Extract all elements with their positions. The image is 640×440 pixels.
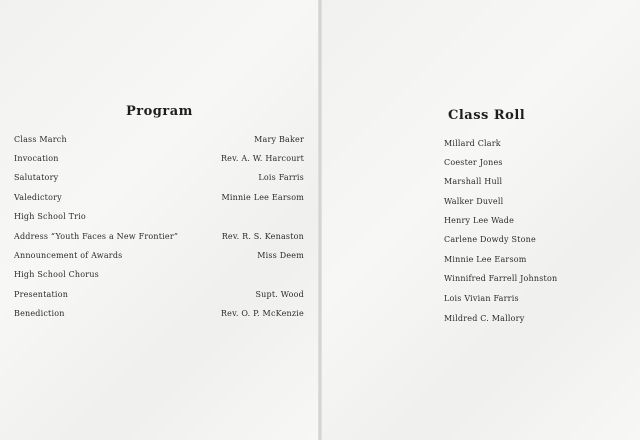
class-roll-name: Marshall Hull [444, 177, 503, 186]
program-person: Supt. Wood [255, 290, 304, 299]
class-roll-title: Class Roll [448, 108, 526, 123]
program-row [14, 251, 304, 265]
program-row [14, 173, 304, 187]
program-row [14, 193, 304, 207]
class-roll-name: Lois Vivian Farris [444, 294, 519, 303]
program-item: Benediction [14, 309, 65, 318]
program-title: Program [126, 104, 193, 119]
program-item: High School Chorus [14, 270, 99, 279]
program-row [14, 309, 304, 323]
program-person: Rev. O. P. McKenzie [220, 309, 304, 318]
program-row [14, 154, 304, 168]
program-person: Minnie Lee Earsom [221, 193, 304, 202]
class-roll-name: Mildred C. Mallory [444, 314, 525, 323]
program-item: Address “Youth Faces a New Frontier” [14, 232, 179, 241]
program-row [14, 135, 304, 149]
class-roll-name: Carlene Dowdy Stone [444, 235, 536, 244]
program-item: Valedictory [14, 193, 62, 202]
program-person: Miss Deem [257, 251, 304, 260]
program-item: Announcement of Awards [14, 251, 123, 260]
class-roll-name: Walker Duvell [444, 197, 504, 206]
class-roll-name: Millard Clark [444, 139, 501, 148]
program-row [14, 290, 304, 304]
class-roll-name: Henry Lee Wade [444, 216, 515, 225]
class-roll-name: Minnie Lee Earsom [444, 255, 527, 264]
program-row [14, 270, 304, 284]
program-row [14, 212, 304, 226]
program-item: Presentation [14, 290, 69, 299]
program-item: Salutatory [14, 173, 59, 182]
program-person: Rev. A. W. Harcourt [220, 154, 304, 163]
program-item: High School Trio [14, 212, 86, 221]
class-roll-name: Coester Jones [444, 158, 503, 167]
program-item: Class March [14, 135, 67, 144]
program-item: Invocation [14, 154, 59, 163]
program-row [14, 232, 304, 246]
program-person: Lois Farris [258, 173, 304, 182]
program-person: Mary Baker [254, 135, 304, 144]
class-roll-name: Winnifred Farrell Johnston [444, 274, 558, 283]
program-person: Rev. R. S. Kenaston [221, 232, 304, 241]
